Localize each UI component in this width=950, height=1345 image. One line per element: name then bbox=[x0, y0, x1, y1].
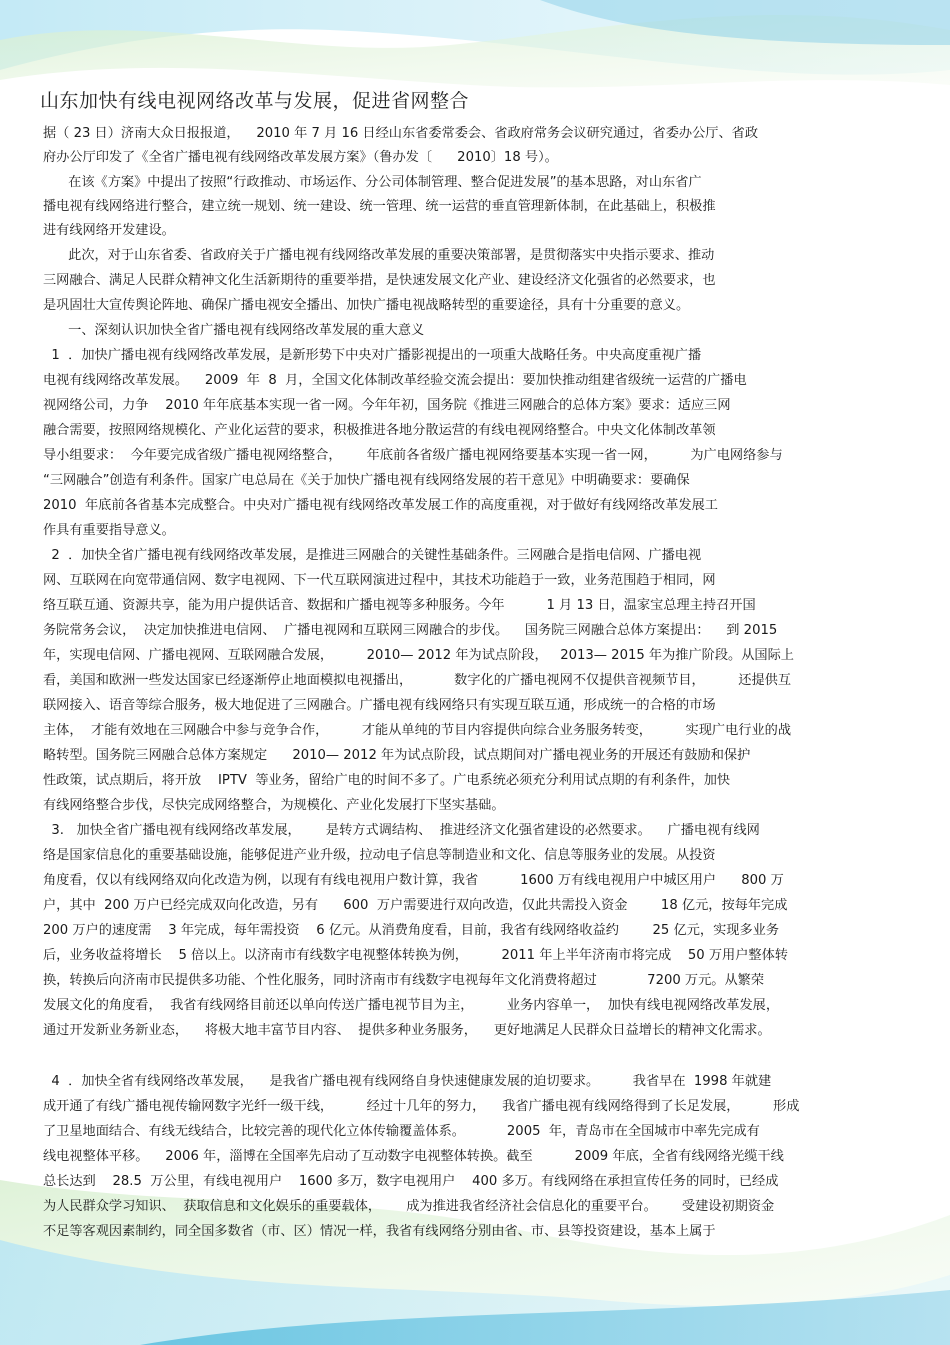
text-line: 融合需要，按照网络规模化、产业化运营的要求，积极推进各地分散运营的有线电视网络整合。中央文化体制改革领 bbox=[43, 423, 716, 438]
text-line: 通过开发新业务新业态， 将极大地丰富节目内容、 提供多种业务服务， 更好地满足人民群众日益增长的精神文化需求。 bbox=[43, 1023, 771, 1038]
text-line: 略转型。国务院三网融合总体方案规定 2010— 2012 年为试点阶段，试点期间对广播电视业务的开展还有鼓励和保护 bbox=[43, 748, 751, 763]
text-line: 线电视整体平移。 2006 年，淄博在全国率先启动了互动数字电视整体转换。截至 2009 年底，全省有线网络光缆干线 bbox=[43, 1149, 784, 1164]
text-line: 后，业务收益将增长 5 倍以上。以济南市有线数字电视整体转换为例， 2011 年上半年济南市将完成 50 万用户整体转 bbox=[43, 948, 788, 963]
page-title: 山东加快有线电视网络改革与发展，促进省网整合 bbox=[40, 90, 470, 112]
text-line: 视网络公司，力争 2010 年年底基本实现一省一网。今年年初，国务院《推进三网融合的总体方案》要求：适应三网 bbox=[43, 398, 731, 413]
text-line: “三网融合”创造有利条件。国家广电总局在《关于加快广播电视有线网络发展的若干意见》中明确要求：要确保 bbox=[43, 473, 690, 488]
text-line: 3. 加快全省广播电视有线网络改革发展， 是转方式调结构、 推进经济文化强省建设的必然要求。 广播电视有线网 bbox=[43, 823, 760, 838]
text-line: 府办公厅印发了《全省广播电视有线网络改革发展方案》（鲁办发〔 2010〕18 号）。 bbox=[43, 150, 558, 165]
text-line: 作具有重要指导意义。 bbox=[43, 523, 175, 538]
text-line: 电视有线网络改革发展。 2009 年 8 月，全国文化体制改革经验交流会提出：要加快推动组建省级统一运营的广播电 bbox=[43, 373, 747, 388]
text-line: 播电视有线网络进行整合，建立统一规划、统一建设、统一管理、统一运营的垂直管理新体制，在此基础上，积极推 bbox=[43, 199, 716, 214]
text-line: 进有线网络开发建设。 bbox=[43, 223, 175, 238]
text-line: 导小组要求： 今年要完成省级广播电视网络整合， 年底前各省级广播电视网络要基本实现一省一网， 为广电网络参与 bbox=[43, 448, 783, 463]
text-line: 络是国家信息化的重要基础设施，能够促进产业升级，拉动电子信息等制造业和文化、信息等服务业的发展。从投资 bbox=[43, 848, 716, 863]
text-line: 性政策，试点期后，将开放 IPTV 等业务，留给广电的时间不多了。广电系统必须充分利用试点期的有利条件，加快 bbox=[43, 773, 731, 788]
text-line: 年，实现电信网、广播电视网、互联网融合发展， 2010— 2012 年为试点阶段， 2013— 2015 年为推广阶段。从国际上 bbox=[43, 648, 794, 663]
text-line: 成开通了有线广播电视传输网数字光纤一级干线， 经过十几年的努力， 我省广播电视有线网络得到了长足发展， 形成 bbox=[43, 1099, 800, 1114]
text-line: 有线网络整合步伐，尽快完成网络整合，为规模化、产业化发展打下坚实基础。 bbox=[43, 798, 505, 813]
text-line: 联网接入、语音等综合服务，极大地促进了三网融合。广播电视有线网络只有实现互联互通，形成统一的合格的市场 bbox=[43, 698, 716, 713]
text-line: 2010 年底前各省基本完成整合。中央对广播电视有线网络改革发展工作的高度重视，对于做好有线网络改革发展工 bbox=[43, 498, 718, 513]
text-line: 2 ．加快全省广播电视有线网络改革发展，是推进三网融合的关键性基础条件。三网融合是指电信网、广播电视 bbox=[43, 548, 702, 563]
text-line: 为人民群众学习知识、 获取信息和文化娱乐的重要载体， 成为推进我省经济社会信息化的重要平台。 受建设初期资金 bbox=[43, 1199, 775, 1214]
text-line: 200 万户的速度需 3 年完成，每年需投资 6 亿元。从消费角度看，目前，我省有线网络收益约 25 亿元，实现多业务 bbox=[43, 923, 780, 938]
text-line: 户，其中 200 万户已经完成双向化改造，另有 600 万户需要进行双向改造，仅此共需投入资金 18 亿元，按每年完成 bbox=[43, 898, 788, 913]
text-line: 据（ 23 日）济南大众日报报道， 2010 年 7 月 16 日经山东省委常委会、省政府常务会议研究通过，省委办公厅、省政 bbox=[43, 126, 759, 141]
text-line: 角度看，仅以有线网络双向化改造为例，以现有有线电视用户数计算，我省 1600 万有线电视用户中城区用户 800 万 bbox=[43, 873, 784, 888]
text-line: 此次，对于山东省委、省政府关于广播电视有线网络改革发展的重要决策部署，是贯彻落实中央指示要求、推动 bbox=[43, 248, 715, 263]
text-line: 看，美国和欧洲一些发达国家已经逐渐停止地面模拟电视播出， 数字化的广播电视网不仅提供音视频节目， 还提供互 bbox=[43, 673, 792, 688]
text-line: 务院常务会议， 决定加快推进电信网、 广播电视网和互联网三网融合的步伐。 国务院三网融合总体方案提出： 到 2015 bbox=[43, 623, 778, 638]
text-line: 换，转换后向济南市民提供多功能、个性化服务，同时济南市有线数字电视每年文化消费将超过 7200 万元。从繁荣 bbox=[43, 973, 765, 988]
text-line: 是巩固壮大宣传舆论阵地、确保广播电视安全播出、加快广播电视战略转型的重要途径，具有十分重要的意义。 bbox=[43, 298, 690, 313]
text-line: 网、互联网在向宽带通信网、数字电视网、下一代互联网演进过程中，其技术功能趋于一致，业务范围趋于相同，网 bbox=[43, 573, 716, 588]
text-line: 三网融合、满足人民群众精神文化生活新期待的重要举措，是快速发展文化产业、建设经济文化强省的必然要求，也 bbox=[43, 273, 716, 288]
text-line: 不足等客观因素制约，同全国多数省（市、区）情况一样，我省有线网络分别由省、市、县等投资建设，基本上属于 bbox=[43, 1224, 716, 1239]
text-line: 络互联互通、资源共享，能为用户提供话音、数据和广播电视等多种服务。今年 1 月 13 日，温家宝总理主持召开国 bbox=[43, 598, 756, 613]
text-line: 主体， 才能有效地在三网融合中参与竞争合作， 才能从单纯的节目内容提供向综合业务服务转变， 实现广电行业的战 bbox=[43, 723, 792, 738]
text-line: 总长达到 28.5 万公里，有线电视用户 1600 多万，数字电视用户 400 多万。有线网络在承担宣传任务的同时，已经成 bbox=[43, 1174, 779, 1189]
section-heading: 一、深刻认识加快全省广播电视有线网络改革发展的重大意义 bbox=[43, 323, 425, 338]
text-line: 在该《方案》中提出了按照“行政推动、市场运作、分公司体制管理、整合促进发展”的基本思路，对山东省广 bbox=[43, 175, 702, 190]
text-line: 1 ．加快广播电视有线网络改革发展，是新形势下中央对广播影视提出的一项重大战略任务。中央高度重视广播 bbox=[43, 348, 702, 363]
text-line: 4 ．加快全省有线网络改革发展， 是我省广播电视有线网络自身快速健康发展的迫切要求。 我省早在 1998 年就建 bbox=[43, 1074, 772, 1089]
text-line: 发展文化的角度看， 我省有线网络目前还以单向传送广播电视节目为主， 业务内容单一， 加快有线电视网络改革发展， bbox=[43, 998, 780, 1013]
text-line: 了卫星地面结合、有线无线结合，比较完善的现代化立体传输覆盖体系。 2005 年，青岛市在全国城市中率先完成有 bbox=[43, 1124, 760, 1139]
